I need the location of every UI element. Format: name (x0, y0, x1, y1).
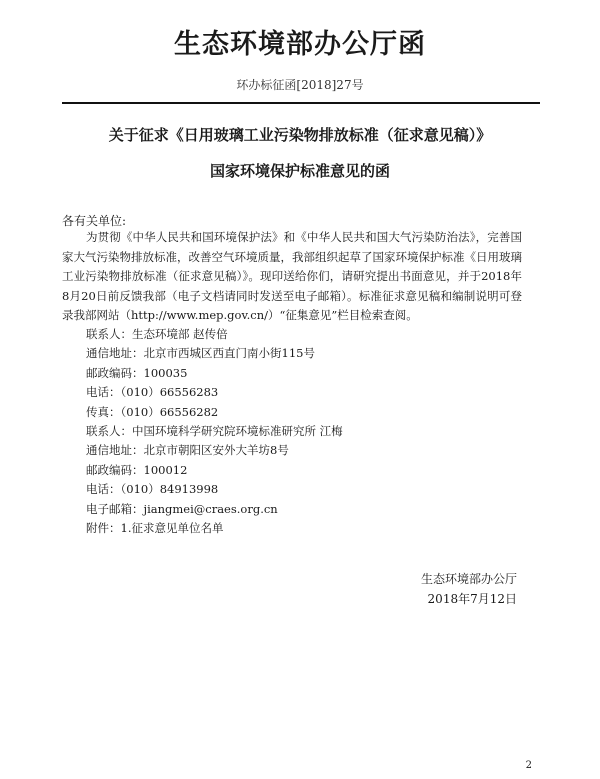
body-paragraph: 为贯彻《中华人民共和国环境保护法》和《中华人民共和国大气污染防治法》，完善国家大气污染物排放标准，改善空气环境质量，我部组织起草了国家环境保护标准《日用玻璃工业污染物排放标准（征求意见稿）》。现印送给你们，请研究提出书面意见，并于2018年8月20日前反馈我部（电子文档请同时发送至电子邮箱）。标准征求意见稿和编制说明可登录我部网站（http://www.mep.gov.cn/）“征集意见”栏目检索查阅。 (62, 230, 522, 322)
header-divider (62, 102, 540, 104)
subject-line-1: 关于征求《日用玻璃工业污染物排放标准（征求意见稿）》 (108, 126, 492, 144)
signoff-org: 生态环境部办公厅 (420, 572, 517, 586)
contact-person-2: 联系人：中国环境科学研究院环境标准研究所 江梅 (86, 423, 343, 438)
contact-person-1: 联系人：生态环境部 赵传倍 (86, 327, 228, 341)
contact-postcode-1: 邮政编码：100035 (86, 365, 188, 380)
attachment-line: 附件：1.征求意见单位名单 (86, 520, 224, 535)
contact-postcode-2: 邮政编码：100012 (86, 462, 188, 477)
contact-address-1: 通信地址：北京市西城区西直门南小街115号 (86, 346, 315, 361)
letterhead-title: 生态环境部办公厅函 (174, 29, 426, 60)
contact-phone-2: 电话：（010）84913998 (86, 482, 219, 497)
contact-email-2: 电子邮箱：jiangmei@craes.org.cn (86, 501, 278, 516)
salutation: 各有关单位: (62, 214, 127, 228)
contact-phone-1: 电话：（010）66556283 (86, 385, 219, 400)
signoff-block (421, 569, 517, 609)
contact-address-2: 通信地址：北京市朝阳区安外大羊坊8号 (86, 443, 289, 458)
document-number: 环办标征函[2018]27号 (236, 78, 364, 92)
signoff-date: 2018年7月12日 (427, 592, 517, 606)
subject-line-2: 国家环境保护标准意见的函 (209, 162, 390, 180)
contact-fax-1: 传真：（010）66556282 (86, 404, 219, 419)
contact-list (86, 325, 526, 538)
page-number: 2 (525, 760, 532, 771)
